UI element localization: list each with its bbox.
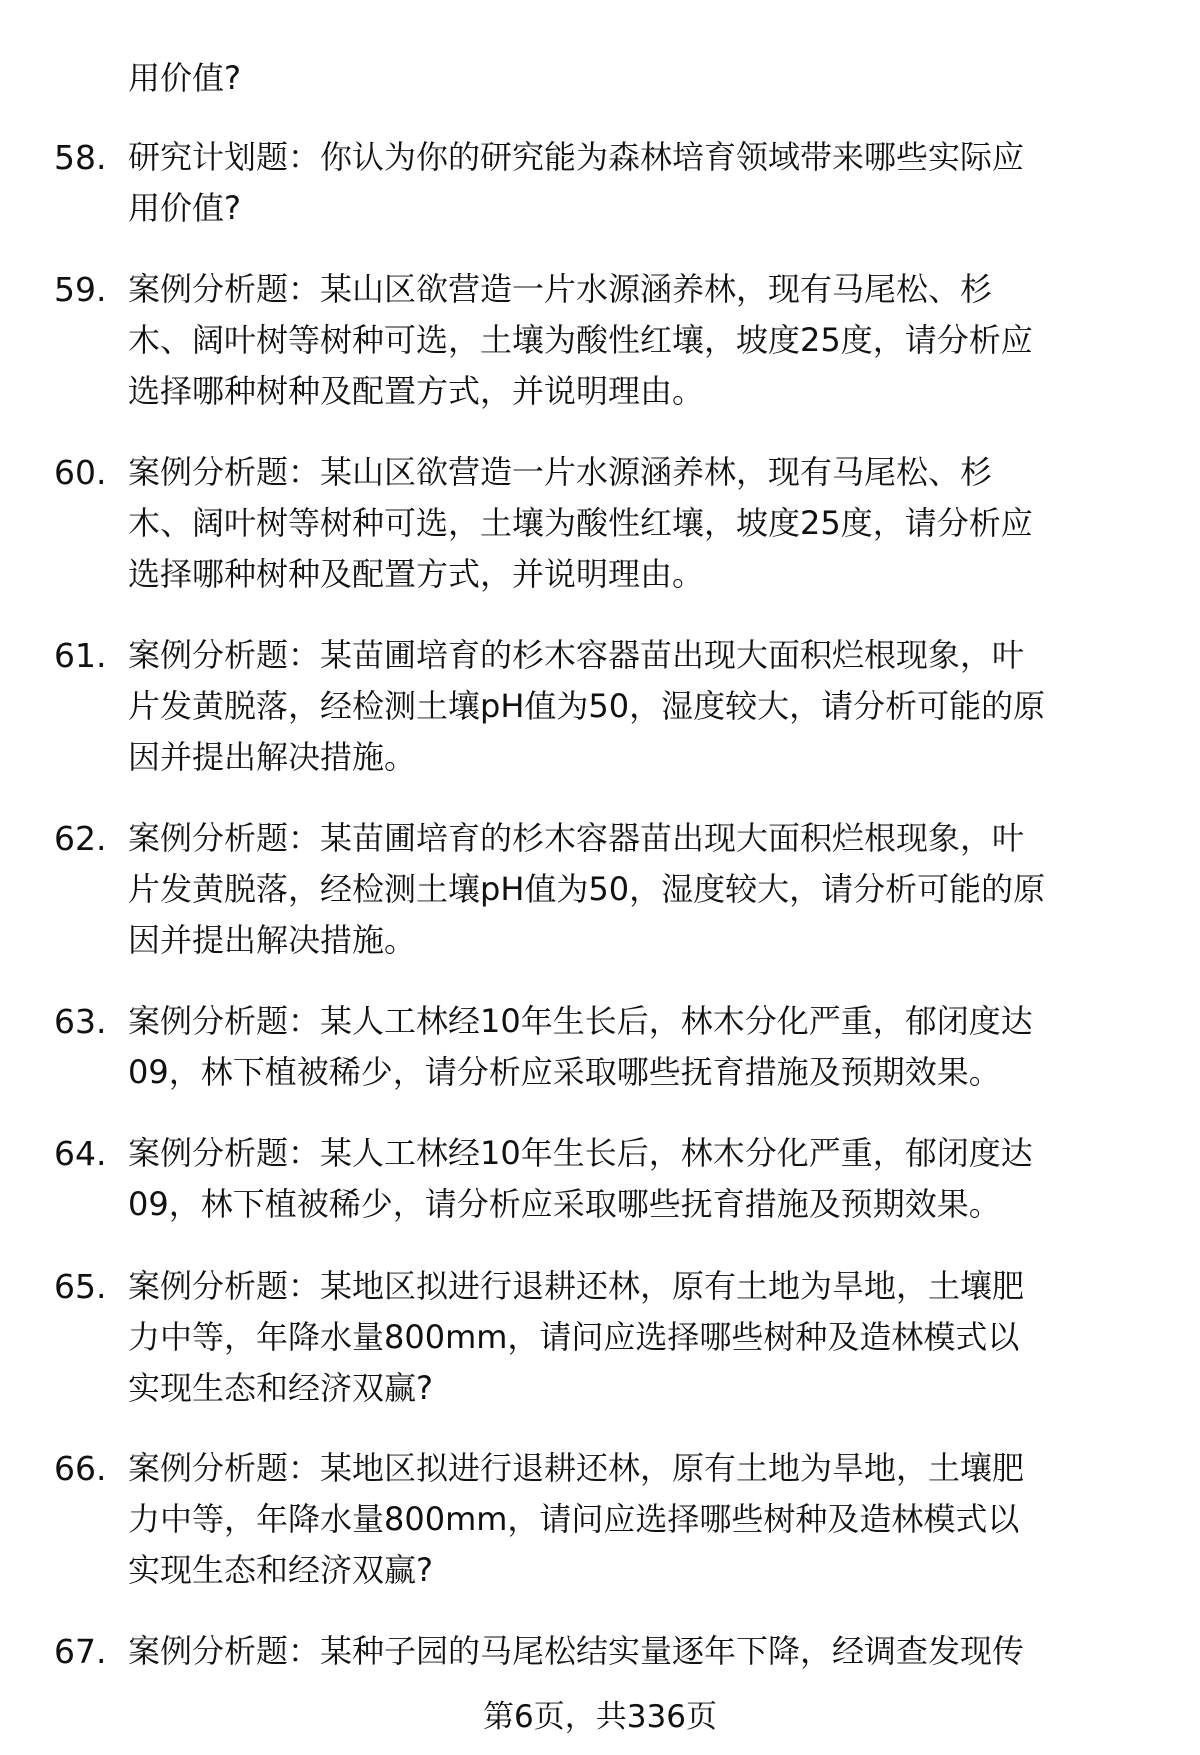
question-text [128, 1261, 1168, 1414]
question-number: 63. [54, 1002, 107, 1041]
text-line: 案例分析题：某苗圃培育的杉木容器苗出现大面积烂根现象，叶 [128, 636, 1025, 674]
question-text [128, 1626, 1168, 1677]
question-text [128, 447, 1168, 600]
question-number: 62. [54, 819, 107, 858]
text-line: 因并提出解决措施。 [128, 738, 417, 776]
question-number: 64. [54, 1134, 107, 1173]
text-line: 09，林下植被稀少，请分析应采取哪些抚育措施及预期效果。 [128, 1053, 1001, 1091]
question-number: 58. [54, 138, 107, 177]
text-line: 案例分析题：某地区拟进行退耕还林，原有土地为旱地，土壤肥 [128, 1267, 1025, 1305]
text-line: 案例分析题：某山区欲营造一片水源涵养林，现有马尾松、杉 [128, 270, 993, 308]
question-number: 67. [54, 1632, 107, 1671]
text-line: 因并提出解决措施。 [128, 921, 417, 959]
question-text [128, 630, 1168, 783]
text-line: 用价值? [128, 189, 241, 227]
text-line: 案例分析题：某人工林经10年生长后，林木分化严重，郁闭度达 [128, 1002, 1033, 1040]
question-text [128, 132, 1168, 234]
text-line: 09，林下植被稀少，请分析应采取哪些抚育措施及预期效果。 [128, 1185, 1001, 1223]
text-line: 力中等，年降水量800mm，请问应选择哪些树种及造林模式以 [128, 1500, 1020, 1538]
question-text [128, 1443, 1168, 1596]
question-number: 59. [54, 270, 107, 309]
question-text [128, 53, 1168, 104]
text-line: 片发黄脱落，经检测土壤pH值为50，湿度较大，请分析可能的原 [128, 870, 1046, 908]
page-footer [0, 1697, 1200, 1737]
question-text [128, 996, 1168, 1098]
text-line: 选择哪种树种及配置方式，并说明理由。 [128, 555, 705, 593]
question-text [128, 264, 1168, 417]
question-text [128, 1128, 1168, 1230]
question-number: 65. [54, 1267, 107, 1306]
text-line: 案例分析题：某苗圃培育的杉木容器苗出现大面积烂根现象，叶 [128, 819, 1025, 857]
text-line: 实现生态和经济双赢? [128, 1369, 433, 1407]
text-line: 案例分析题：某人工林经10年生长后，林木分化严重，郁闭度达 [128, 1134, 1033, 1172]
page-number-label: 第6页，共336页 [483, 1699, 717, 1735]
question-number: 60. [54, 453, 107, 492]
question-text [128, 813, 1168, 966]
text-line: 实现生态和经济双赢? [128, 1551, 433, 1589]
question-number: 61. [54, 636, 107, 675]
text-line: 木、阔叶树等树种可选，土壤为酸性红壤，坡度25度，请分析应 [128, 504, 1033, 542]
text-line: 案例分析题：某山区欲营造一片水源涵养林，现有马尾松、杉 [128, 453, 993, 491]
text-line: 案例分析题：某地区拟进行退耕还林，原有土地为旱地，土壤肥 [128, 1449, 1025, 1487]
question-number: 66. [54, 1449, 107, 1488]
text-line: 木、阔叶树等树种可选，土壤为酸性红壤，坡度25度，请分析应 [128, 321, 1033, 359]
text-line: 用价值? [128, 59, 241, 97]
text-line: 研究计划题：你认为你的研究能为森林培育领域带来哪些实际应 [128, 138, 1025, 176]
text-line: 案例分析题：某种子园的马尾松结实量逐年下降，经调查发现传 [128, 1632, 1025, 1670]
text-line: 力中等，年降水量800mm，请问应选择哪些树种及造林模式以 [128, 1318, 1020, 1356]
text-line: 选择哪种树种及配置方式，并说明理由。 [128, 372, 705, 410]
text-line: 片发黄脱落，经检测土壤pH值为50，湿度较大，请分析可能的原 [128, 687, 1046, 725]
